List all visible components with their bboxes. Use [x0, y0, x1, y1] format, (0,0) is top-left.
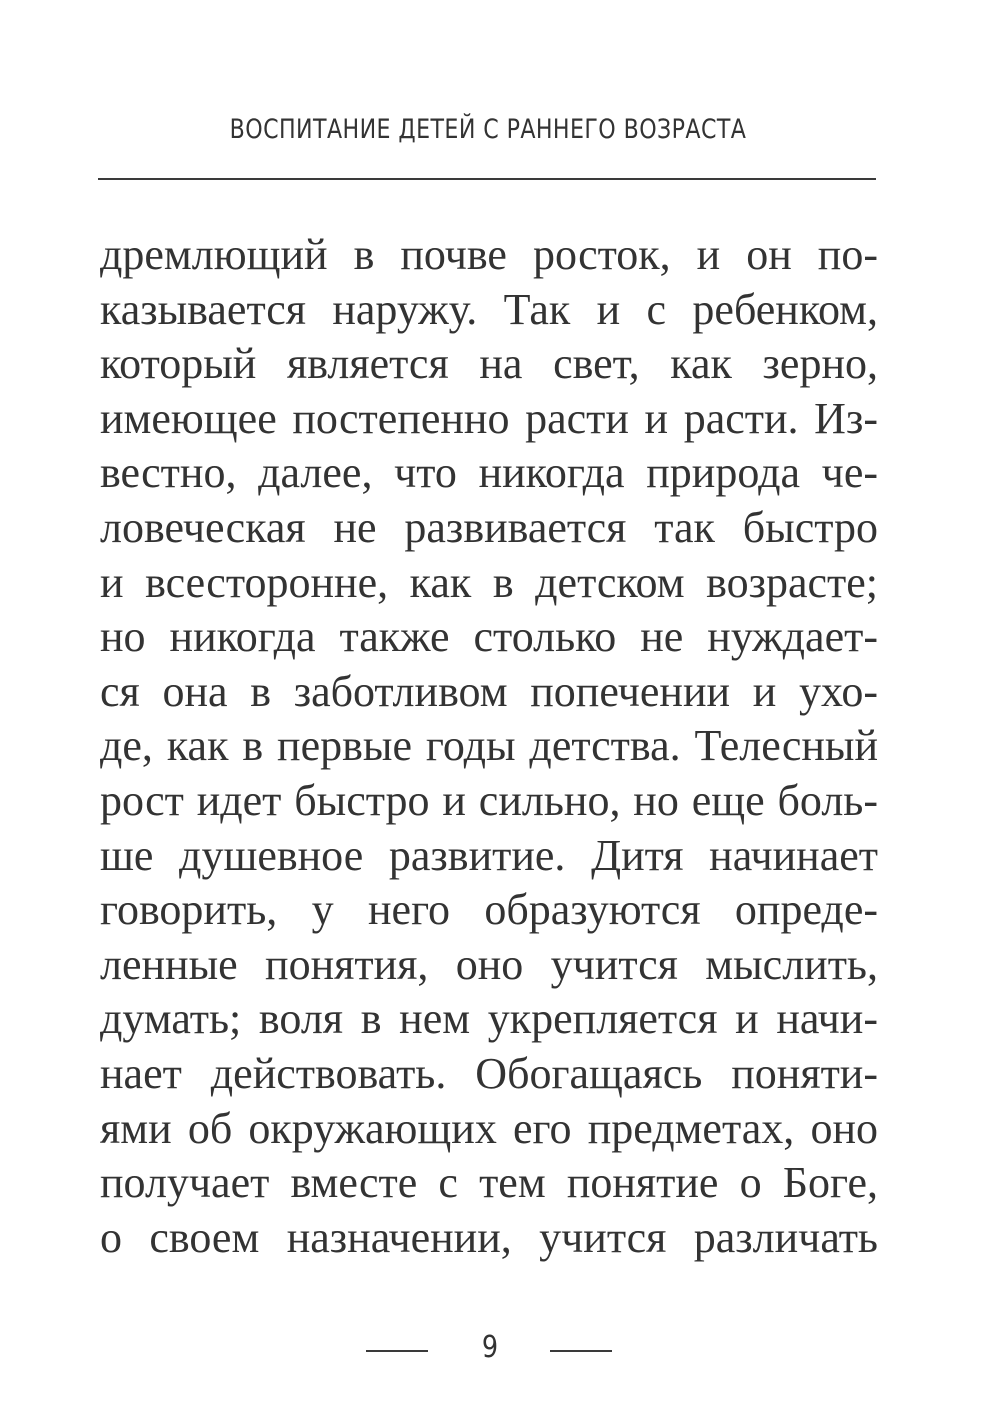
page-number: 9: [481, 1330, 499, 1365]
text-line: ся она в заботливом попечении и ухо-: [100, 666, 878, 716]
text-line: нает действовать. Обогащаясь поняти-: [100, 1048, 878, 1098]
text-line: ше душевное развитие. Дитя начинает: [100, 830, 878, 880]
text-line: получает вместе с тем понятие о Боге,: [100, 1158, 878, 1208]
running-head: ВОСПИТАНИЕ ДЕТЕЙ С РАННЕГО ВОЗРАСТА: [229, 114, 747, 145]
folio-rule-left: [366, 1350, 428, 1352]
text-line: говорить, у него образуются опреде-: [100, 885, 878, 935]
folio-rule-right: [550, 1350, 612, 1352]
text-line: который является на свет, как зерно,: [100, 339, 878, 389]
text-line: о своем назначении, учится различать: [100, 1212, 878, 1262]
text-line: имеющее постепенно расти и расти. Из-: [100, 393, 878, 443]
page-folio: [0, 1328, 1000, 1368]
text-line: ями об окружающих его предметах, оно: [100, 1103, 878, 1153]
text-line: де, как в первые годы детства. Телесный: [100, 721, 878, 771]
text-line: думать; воля в нем укрепляется и начи-: [100, 994, 878, 1044]
text-line: и всесторонне, как в детском возрасте;: [100, 557, 878, 607]
header-rule: [98, 178, 876, 180]
text-line: казывается наружу. Так и с ребенком,: [100, 284, 878, 334]
text-line: ленные понятия, оно учится мыслить,: [100, 939, 878, 989]
text-line: вестно, далее, что никогда природа че-: [100, 448, 878, 498]
text-line: ловеческая не развивается так быстро: [100, 502, 878, 552]
body-text: [100, 228, 878, 1265]
text-line: но никогда также столько не нуждает-: [100, 612, 878, 662]
text-line: рост идет быстро и сильно, но еще боль-: [100, 775, 878, 825]
text-line: дремлющий в почве росток, и он по-: [100, 230, 878, 279]
